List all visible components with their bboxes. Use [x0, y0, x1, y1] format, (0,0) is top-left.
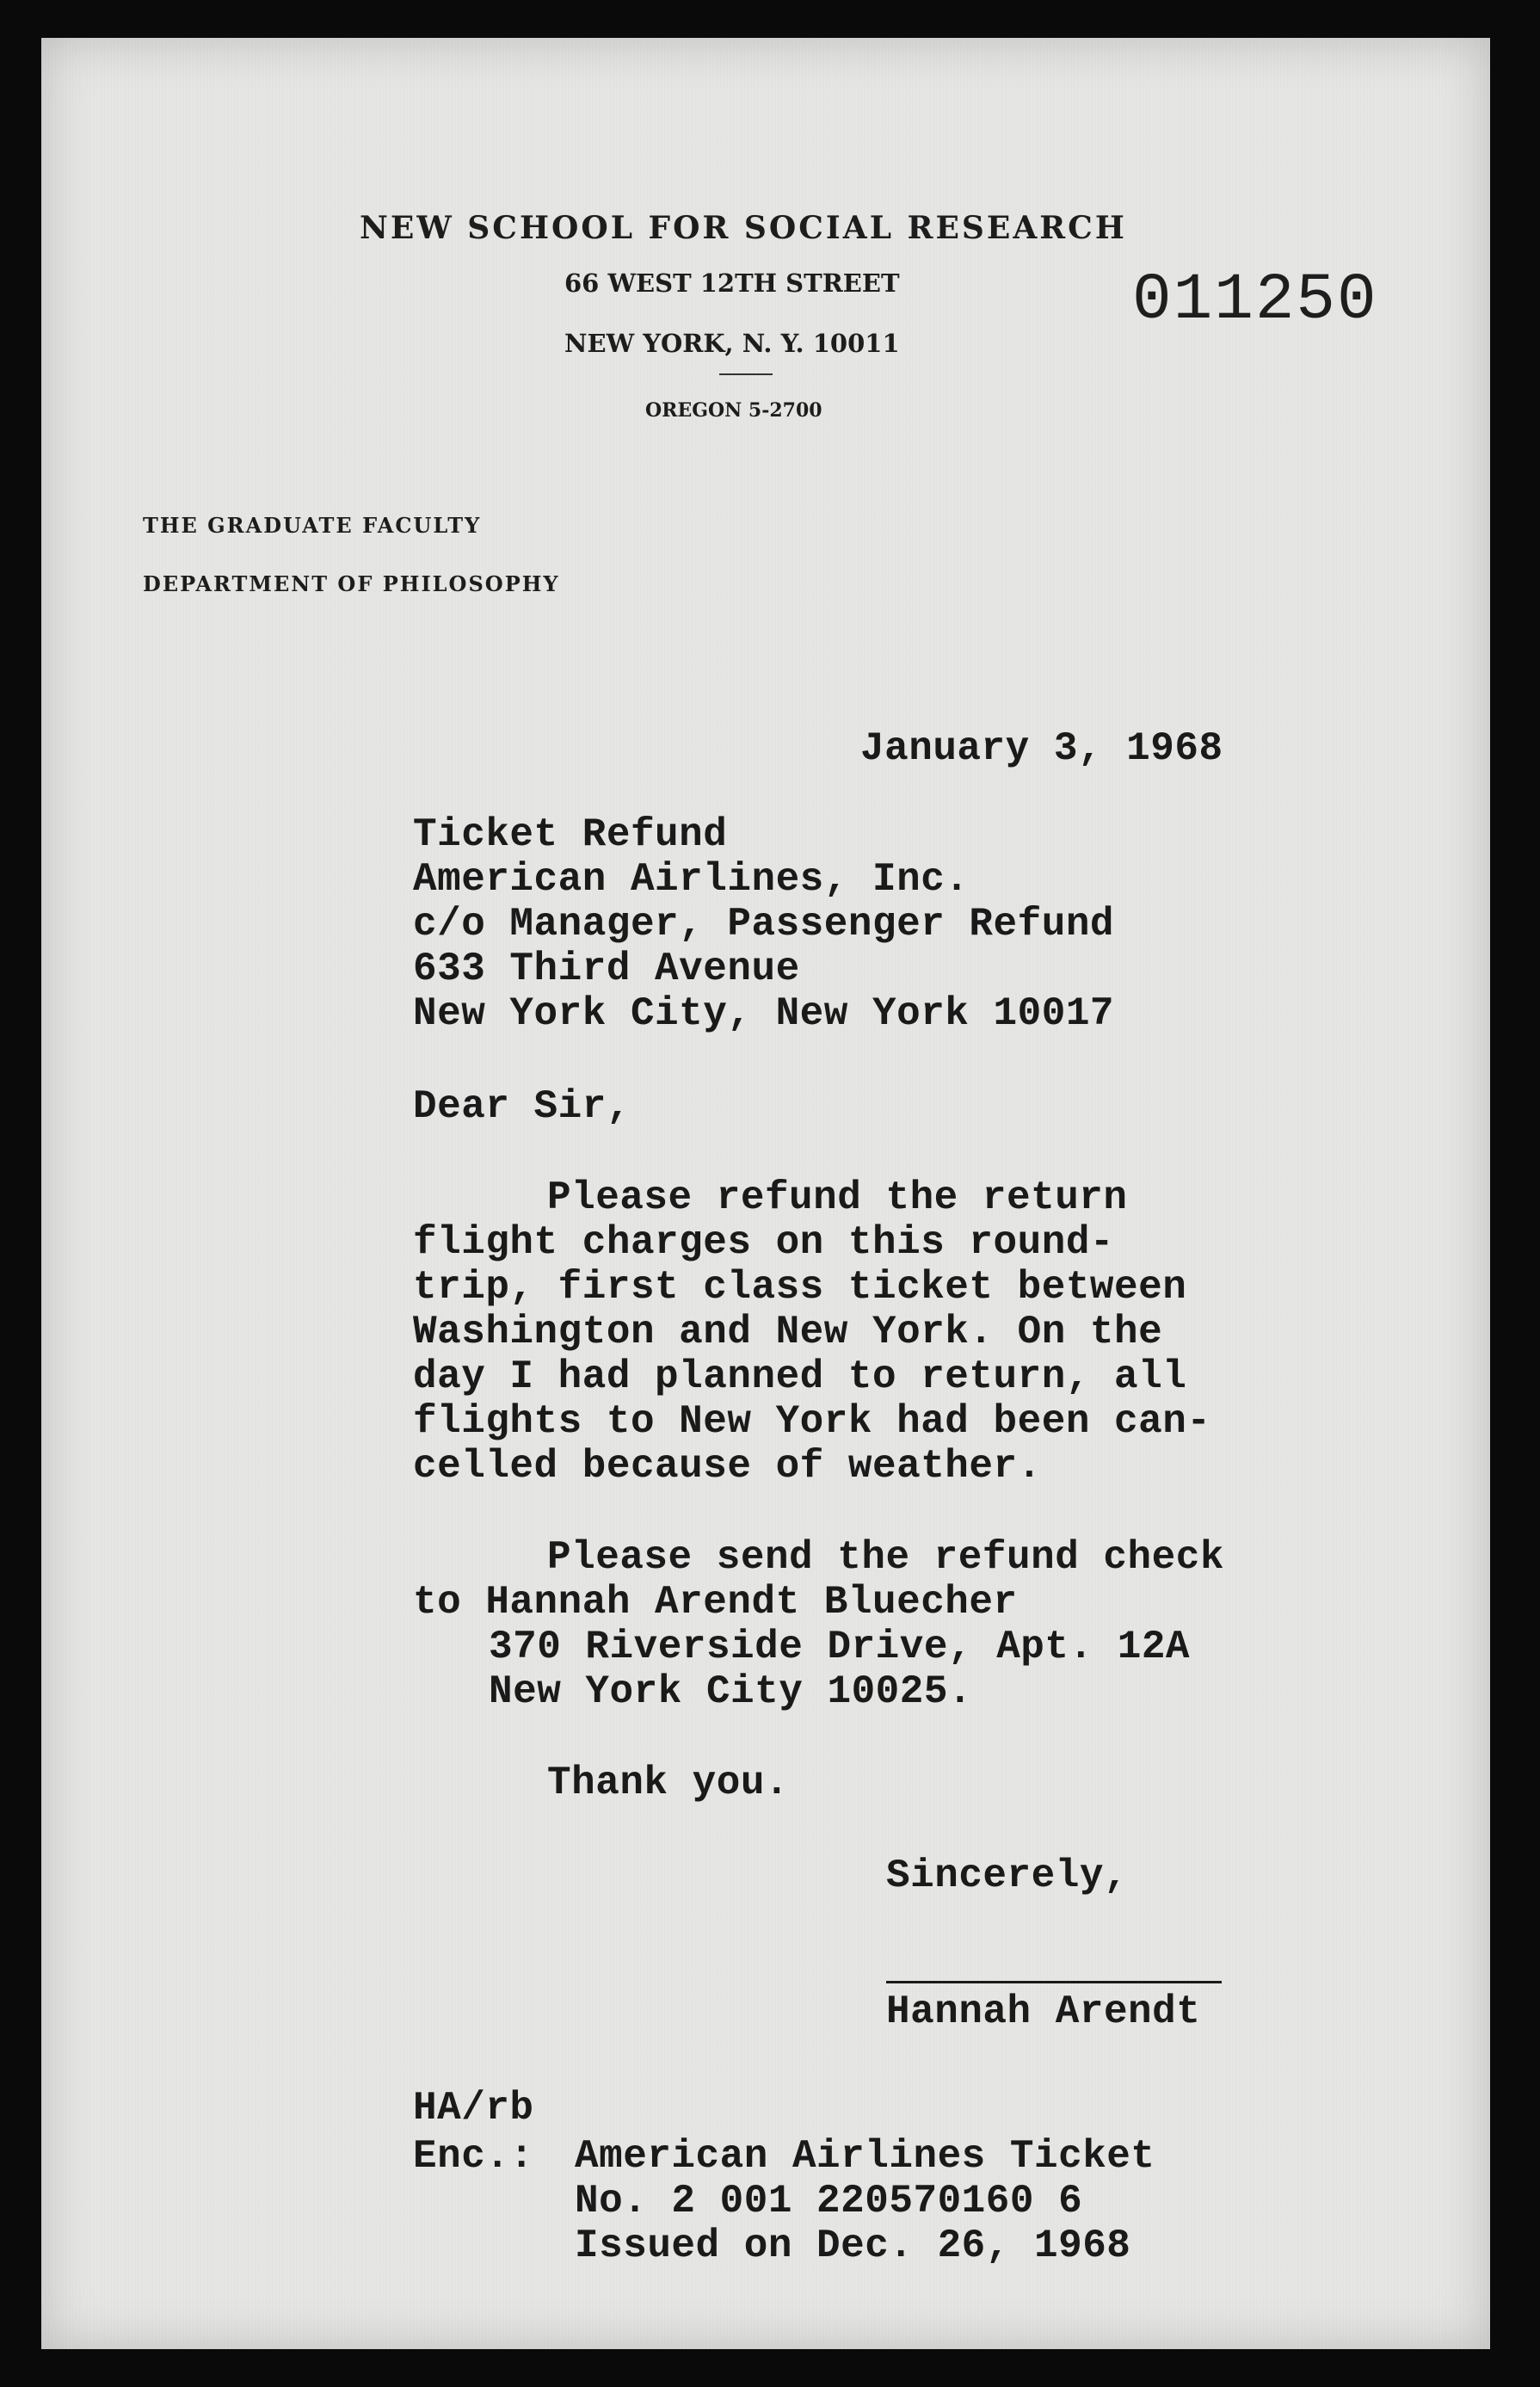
document-number-stamp: 011250	[1132, 263, 1378, 337]
recipient-line: Ticket Refund	[413, 812, 728, 857]
letter-page	[41, 38, 1490, 2349]
paragraph1-line: celled because of weather.	[413, 1444, 1042, 1489]
paragraph2-line: to Hannah Arendt Bluecher	[413, 1580, 1018, 1625]
letterhead-institution: NEW SCHOOL FOR SOCIAL RESEARCH	[360, 210, 1127, 246]
recipient-line: c/o Manager, Passenger Refund	[413, 902, 1115, 947]
paragraph1-line: day I had planned to return, all	[413, 1354, 1187, 1399]
enclosure-line: No. 2 001 220570160 6	[575, 2179, 1083, 2224]
letterhead-phone: OREGON 5-2700	[645, 399, 822, 422]
typed-signature: Hannah Arendt	[886, 1989, 1201, 2034]
recipient-line: 633 Third Avenue	[413, 947, 800, 991]
typist-initials: HA/rb	[413, 2086, 534, 2131]
paragraph2-line: New York City 10025.	[489, 1669, 973, 1714]
closing: Sincerely,	[886, 1853, 1129, 1898]
enclosure-line: American Airlines Ticket	[575, 2134, 1155, 2179]
paragraph1-line: Please refund the return	[547, 1175, 1128, 1220]
paragraph1-line: Washington and New York. On the	[413, 1310, 1163, 1354]
letter-date: January 3, 1968	[860, 726, 1223, 771]
recipient-line: New York City, New York 10017	[413, 991, 1115, 1036]
letterhead-city: NEW YORK, N. Y. 10011	[564, 329, 900, 358]
paragraph1-line: flight charges on this round-	[413, 1220, 1115, 1265]
paragraph2-line: 370 Riverside Drive, Apt. 12A	[489, 1625, 1191, 1669]
enclosure-line: Issued on Dec. 26, 1968	[575, 2224, 1131, 2268]
enclosure-label: Enc.:	[413, 2134, 534, 2179]
paragraph1-line: flights to New York had been can-	[413, 1399, 1211, 1444]
letterhead-department: DEPARTMENT OF PHILOSOPHY	[143, 571, 560, 596]
recipient-line: American Airlines, Inc.	[413, 857, 970, 902]
paragraph2-line: Please send the refund check	[547, 1535, 1224, 1580]
letterhead-divider	[719, 373, 773, 375]
salutation: Dear Sir,	[413, 1084, 631, 1129]
letterhead-street: 66 WEST 12TH STREET	[564, 268, 900, 298]
letterhead-faculty: THE GRADUATE FACULTY	[143, 513, 482, 538]
signature-line	[886, 1981, 1222, 1983]
thanks-line: Thank you.	[547, 1761, 790, 1805]
paragraph1-line: trip, first class ticket between	[413, 1265, 1187, 1310]
